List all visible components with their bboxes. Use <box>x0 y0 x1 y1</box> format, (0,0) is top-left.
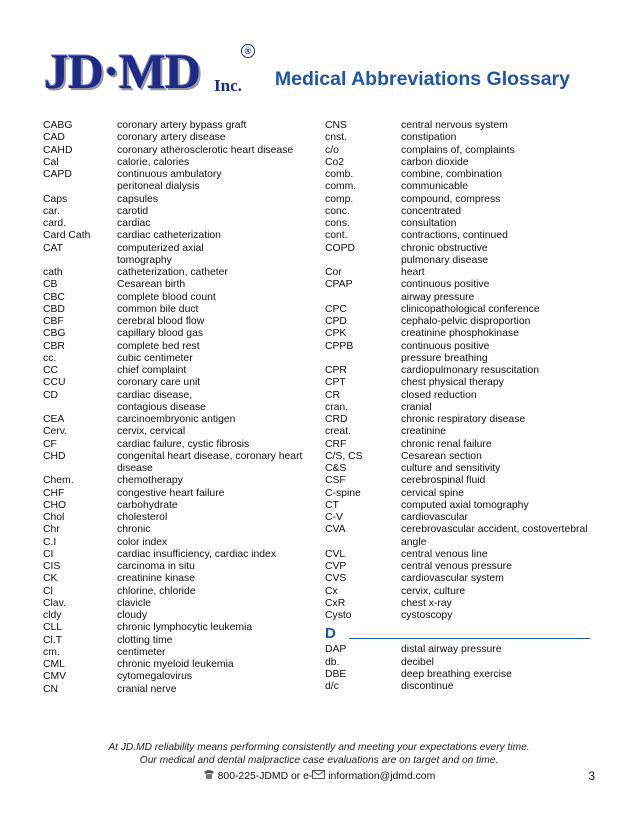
abbreviation: comb. <box>325 169 354 180</box>
phone-number[interactable]: 800-225-JDMD <box>217 770 289 782</box>
definition: catheterization, catheter <box>117 267 228 278</box>
definition: clotting time <box>117 634 173 646</box>
abbreviation: Cx <box>325 585 338 597</box>
abbreviation: db. <box>325 656 340 668</box>
definition: cardiovascular <box>401 512 468 523</box>
glossary-row <box>325 586 600 598</box>
glossary-row <box>325 669 600 681</box>
definition: chief complaint <box>117 365 187 376</box>
abbreviation: Clav. <box>43 597 66 609</box>
definition: angle <box>401 536 427 548</box>
definition: carbon dioxide <box>401 156 469 168</box>
definition: chronic myeloid leukemia <box>117 659 234 670</box>
glossary-row <box>325 524 600 536</box>
definition: central venous pressure <box>401 561 512 572</box>
glossary-row <box>325 181 600 193</box>
glossary-row <box>43 292 313 304</box>
section-divider <box>349 638 590 639</box>
abbreviation: CVL <box>325 548 346 560</box>
definition: closed reduction <box>401 389 477 401</box>
registered-mark: ® <box>241 44 255 58</box>
glossary-row <box>43 598 313 610</box>
glossary-row <box>43 279 313 291</box>
abbreviation <box>43 181 117 193</box>
definition: continuous positive <box>401 340 490 352</box>
abbreviation: Cl <box>43 585 53 597</box>
definition: coronary atherosclerotic heart disease <box>117 144 294 156</box>
definition: carotid <box>117 205 149 217</box>
glossary-row <box>43 671 313 683</box>
definition: cholesterol <box>117 512 168 523</box>
glossary-row <box>43 475 313 487</box>
abbreviation: CK <box>43 573 58 585</box>
definition: color index <box>117 536 168 548</box>
abbreviation: Cal <box>43 156 59 168</box>
abbreviation: CLL <box>43 622 63 634</box>
glossary-row <box>325 230 600 242</box>
definition: cystoscopy <box>401 610 453 621</box>
definition: coronary artery bypass graft <box>117 120 247 131</box>
definition: cardiac disease, <box>117 389 193 401</box>
abbreviation: C&S <box>325 463 347 474</box>
glossary-row <box>325 561 600 573</box>
glossary-row <box>43 512 313 524</box>
glossary-row <box>325 598 600 610</box>
glossary-row <box>325 377 600 389</box>
glossary-row <box>325 610 600 622</box>
abbreviation: CF <box>43 438 57 450</box>
glossary-row <box>43 243 313 255</box>
abbreviation: C/S, CS <box>325 450 363 462</box>
definition: chlorine, chloride <box>117 585 196 597</box>
envelope-icon <box>312 770 325 782</box>
abbreviation: CPAP <box>325 279 353 291</box>
glossary-row <box>325 681 600 693</box>
right-glossary-column <box>325 120 600 693</box>
abbreviation: DBE <box>325 668 347 680</box>
abbreviation: Cl.T <box>43 634 63 646</box>
abbreviation <box>325 255 401 267</box>
definition: cardiac failure, cystic fibrosis <box>117 438 250 450</box>
definition: carbohydrate <box>117 499 178 511</box>
glossary-row <box>325 426 600 438</box>
definition: carcinoma in situ <box>117 561 195 572</box>
glossary-row <box>325 218 600 230</box>
abbreviation <box>43 463 117 475</box>
definition: chemotherapy <box>117 475 183 487</box>
definition: heart <box>401 267 425 278</box>
abbreviation: car. <box>43 205 60 217</box>
abbreviation: conc. <box>325 205 350 217</box>
glossary-row <box>43 390 313 402</box>
glossary-row <box>325 500 600 512</box>
definition: continuous positive <box>401 279 490 291</box>
phone-icon <box>203 769 215 783</box>
glossary-row <box>325 194 600 206</box>
abbreviation: CN <box>43 683 59 695</box>
definition: peritoneal dialysis <box>117 181 200 193</box>
glossary-row <box>325 488 600 500</box>
glossary-row <box>325 414 600 426</box>
abbreviation: d/c <box>325 681 339 692</box>
abbreviation: Chem. <box>43 475 74 487</box>
definition: pressure breathing <box>401 352 488 364</box>
abbreviation: CHF <box>43 487 65 499</box>
page-title: Medical Abbreviations Glossary <box>274 68 570 90</box>
definition: cerebral blood flow <box>117 316 205 327</box>
abbreviation: CPPB <box>325 340 354 352</box>
glossary-row <box>43 132 313 144</box>
abbreviation: comp. <box>325 193 354 205</box>
definition: tomography <box>117 254 172 266</box>
definition: complete bed rest <box>117 340 200 352</box>
definition: decibel <box>401 656 434 668</box>
glossary-row <box>325 657 600 669</box>
abbreviation: C-spine <box>325 487 361 499</box>
glossary-row <box>325 549 600 561</box>
glossary-row <box>43 169 313 181</box>
glossary-row <box>325 145 600 157</box>
abbreviation: cnst. <box>325 132 347 144</box>
glossary-row <box>325 132 600 144</box>
abbreviation: cldy <box>43 610 62 621</box>
glossary-row <box>325 439 600 451</box>
glossary-row <box>325 206 600 218</box>
abbreviation: Cerv. <box>43 426 68 438</box>
abbreviation: CD <box>43 389 59 401</box>
glossary-row <box>325 304 600 316</box>
definition: compound, compress <box>401 193 501 205</box>
glossary-row <box>43 365 313 377</box>
abbreviation: CVS <box>325 573 347 585</box>
glossary-row <box>325 573 600 585</box>
definition: chronic renal failure <box>401 438 492 450</box>
abbreviation: Chr <box>43 524 60 536</box>
glossary-row <box>325 341 600 353</box>
definition: consultation <box>401 218 457 229</box>
glossary-row <box>43 524 313 536</box>
glossary-row <box>43 659 313 671</box>
definition: cubic centimeter <box>117 352 193 364</box>
definition: complains of, complaints <box>401 144 515 156</box>
abbreviation <box>43 402 117 414</box>
abbreviation: Cysto <box>325 610 352 621</box>
definition: chronic <box>117 524 151 536</box>
glossary-row <box>43 341 313 353</box>
abbreviation: CPD <box>325 316 347 327</box>
definition: common bile duct <box>117 303 199 315</box>
jdmd-logo <box>38 40 268 102</box>
abbreviation: CEA <box>43 414 65 425</box>
glossary-row <box>325 157 600 169</box>
definition: culture and sensitivity <box>401 463 501 474</box>
abbreviation: CPT <box>325 377 346 389</box>
abbreviation: CBD <box>43 303 65 315</box>
definition: communicable <box>401 181 468 193</box>
glossary-row <box>43 402 313 414</box>
definition: cranial <box>401 401 432 413</box>
glossary-row <box>43 353 313 365</box>
definition: Cesarean section <box>401 450 482 462</box>
abbreviation: CRD <box>325 414 348 425</box>
abbreviation: Cor <box>325 267 342 278</box>
abbreviation: CRF <box>325 438 347 450</box>
definition: cerebrospinal fluid <box>401 475 486 487</box>
glossary-row <box>325 316 600 328</box>
abbreviation: CCU <box>43 377 66 389</box>
abbreviation: cc. <box>43 352 57 364</box>
abbreviation: creat. <box>325 426 351 438</box>
definition: chronic lymphocytic leukemia <box>117 622 253 634</box>
abbreviation: CAT <box>43 242 64 254</box>
abbreviation: Co2 <box>325 156 345 168</box>
glossary-row <box>43 206 313 218</box>
glossary-row <box>325 475 600 487</box>
definition: Cesarean birth <box>117 279 186 291</box>
glossary-row <box>43 145 313 157</box>
definition: congestive heart failure <box>117 487 225 499</box>
glossary-row <box>43 194 313 206</box>
definition: capsules <box>117 193 159 205</box>
abbreviation: COPD <box>325 242 356 254</box>
abbreviation: cran. <box>325 401 349 413</box>
abbreviation: c/o <box>325 144 339 156</box>
abbreviation: Card Cath <box>43 230 91 242</box>
glossary-row <box>43 304 313 316</box>
definition: contractions, continued <box>401 230 508 242</box>
footer-tagline-1: At JD.MD reliability means performing consistently and meeting your expectations every time. <box>108 742 530 753</box>
definition: concentrated <box>401 205 462 217</box>
abbreviation: CT <box>325 499 339 511</box>
glossary-row <box>325 365 600 377</box>
glossary-row <box>43 439 313 451</box>
glossary-row <box>325 169 600 181</box>
definition: pulmonary disease <box>401 254 489 266</box>
abbreviation: CMV <box>43 671 67 683</box>
glossary-row <box>43 426 313 438</box>
abbreviation: CHD <box>43 450 66 462</box>
definition: cranial nerve <box>117 683 177 695</box>
glossary-row <box>325 267 600 279</box>
footer-tagline-2: Our medical and dental malpractice case evaluations are on target and on time. <box>139 755 499 766</box>
abbreviation: CVA <box>325 524 346 536</box>
definition: congenital heart disease, coronary heart <box>117 450 303 462</box>
contact-line <box>0 769 638 783</box>
definition: cardiovascular system <box>401 573 504 585</box>
glossary-row <box>43 463 313 475</box>
abbreviation: CBF <box>43 316 64 327</box>
definition: airway pressure <box>401 291 475 303</box>
abbreviation: cons. <box>325 218 350 229</box>
definition: cerebrovascular accident, costovertebral <box>401 524 588 536</box>
abbreviation: cath <box>43 267 63 278</box>
definition: chest physical therapy <box>401 377 504 389</box>
abbreviation <box>325 537 401 549</box>
abbreviation: CBC <box>43 291 65 303</box>
abbreviation: CVP <box>325 561 347 572</box>
definition: disease <box>117 463 153 474</box>
abbreviation: CAPD <box>43 169 72 180</box>
abbreviation: Chol <box>43 512 65 523</box>
left-glossary-column <box>43 120 313 696</box>
glossary-row <box>325 644 600 656</box>
abbreviation: CxR <box>325 597 346 609</box>
abbreviation <box>43 255 117 267</box>
glossary-row <box>43 549 313 561</box>
definition: creatinine phosphokinase <box>401 328 519 340</box>
definition: constipation <box>401 132 457 144</box>
definition: chronic obstructive <box>401 242 488 254</box>
definition: contagious disease <box>117 401 206 413</box>
definition: cloudy <box>117 610 148 621</box>
glossary-row <box>43 451 313 463</box>
abbreviation: card. <box>43 218 67 229</box>
logo-inc: Inc. <box>214 76 242 95</box>
glossary-row <box>325 292 600 304</box>
glossary-row <box>43 377 313 389</box>
glossary-row <box>43 684 313 696</box>
definition: centimeter <box>117 646 166 658</box>
abbreviation <box>325 292 401 304</box>
d-entries <box>325 644 600 693</box>
abbreviation: CIS <box>43 561 61 572</box>
definition: central venous line <box>401 548 488 560</box>
logo-wordmark: JD·MD <box>44 43 201 99</box>
abbreviation: CSF <box>325 475 346 487</box>
glossary-row <box>325 255 600 267</box>
definition: distal airway pressure <box>401 644 502 656</box>
glossary-row <box>325 279 600 291</box>
abbreviation: C.I <box>43 536 57 548</box>
section-letter: D <box>325 625 336 643</box>
definition: creatinine <box>401 426 447 438</box>
glossary-row <box>43 328 313 340</box>
definition: carcinoembryonic antigen <box>117 414 236 425</box>
or-text: or e- <box>290 770 313 782</box>
abbreviation: cont. <box>325 230 348 242</box>
abbreviation: CPK <box>325 328 347 340</box>
glossary-row <box>43 181 313 193</box>
abbreviation: CR <box>325 389 341 401</box>
glossary-row <box>43 267 313 279</box>
abbreviation: CAHD <box>43 144 73 156</box>
abbreviation: cm. <box>43 646 60 658</box>
glossary-row <box>43 622 313 634</box>
section-d-heading <box>325 626 600 642</box>
definition: cytomegalovirus <box>117 671 193 683</box>
glossary-row <box>43 414 313 426</box>
abbreviation: CNS <box>325 120 347 131</box>
glossary-row <box>325 512 600 524</box>
email-link[interactable]: information@jdmd.com <box>328 770 436 782</box>
glossary-row <box>43 537 313 549</box>
definition: cephalo-pelvic disproportion <box>401 316 531 327</box>
glossary-row <box>43 120 313 132</box>
definition: cervical spine <box>401 487 464 499</box>
definition: coronary care unit <box>117 377 201 389</box>
abbreviation: CABG <box>43 120 73 131</box>
abbreviation: CAD <box>43 132 65 144</box>
glossary-row <box>325 402 600 414</box>
abbreviation: CBG <box>43 328 66 340</box>
abbreviation: comm. <box>325 181 357 193</box>
definition: clavicle <box>117 597 152 609</box>
glossary-row <box>325 328 600 340</box>
abbreviation: C-V <box>325 512 343 523</box>
glossary-row <box>325 451 600 463</box>
abbreviation: CBR <box>43 340 65 352</box>
definition: calorie, calories <box>117 156 190 168</box>
abbreviation: DAP <box>325 644 347 656</box>
definition: chronic respiratory disease <box>401 414 526 425</box>
definition: cardiac insufficiency, cardiac index <box>117 548 277 560</box>
definition: cardiac <box>117 218 151 229</box>
glossary-row <box>43 500 313 512</box>
definition: cardiac catheterization <box>117 230 221 242</box>
page-number: 3 <box>588 769 595 783</box>
definition: continuous ambulatory <box>117 169 222 180</box>
definition: computerized axial <box>117 242 204 254</box>
glossary-row <box>43 610 313 622</box>
definition: combine, combination <box>401 169 503 180</box>
c-entries-continued <box>325 120 600 622</box>
abbreviation <box>325 353 401 365</box>
glossary-row <box>325 463 600 475</box>
glossary-row <box>43 218 313 230</box>
glossary-row <box>325 353 600 365</box>
definition: discontinue <box>401 681 454 692</box>
glossary-row <box>43 230 313 242</box>
glossary-row <box>43 647 313 659</box>
abbreviation: CC <box>43 365 59 376</box>
definition: coronary artery disease <box>117 132 226 144</box>
glossary-row <box>325 120 600 132</box>
definition: creatinine kinase <box>117 573 195 585</box>
abbreviation: CI <box>43 548 54 560</box>
glossary-row <box>43 635 313 647</box>
abbreviation: CML <box>43 659 65 670</box>
abbreviation: CHO <box>43 499 67 511</box>
definition: capillary blood gas <box>117 328 204 340</box>
glossary-row <box>43 488 313 500</box>
glossary-row <box>43 316 313 328</box>
glossary-row <box>325 243 600 255</box>
abbreviation: CPC <box>325 303 347 315</box>
definition: cervix, cervical <box>117 426 186 438</box>
glossary-row <box>325 537 600 549</box>
glossary-row <box>43 561 313 573</box>
glossary-row <box>325 390 600 402</box>
definition: deep breathing exercise <box>401 668 512 680</box>
definition: cervix, culture <box>401 585 466 597</box>
abbreviation: CPR <box>325 365 347 376</box>
definition: central nervous system <box>401 120 508 131</box>
abbreviation: CB <box>43 279 58 291</box>
glossary-row <box>43 586 313 598</box>
definition: complete blood count <box>117 291 216 303</box>
definition: chest x-ray <box>401 597 452 609</box>
glossary-row <box>43 157 313 169</box>
definition: clinicopathological conference <box>401 303 540 315</box>
glossary-row <box>43 573 313 585</box>
definition: cardiopulmonary resuscitation <box>401 365 540 376</box>
abbreviation: Caps <box>43 193 68 205</box>
definition: computed axial tomography <box>401 499 529 511</box>
glossary-row <box>43 255 313 267</box>
